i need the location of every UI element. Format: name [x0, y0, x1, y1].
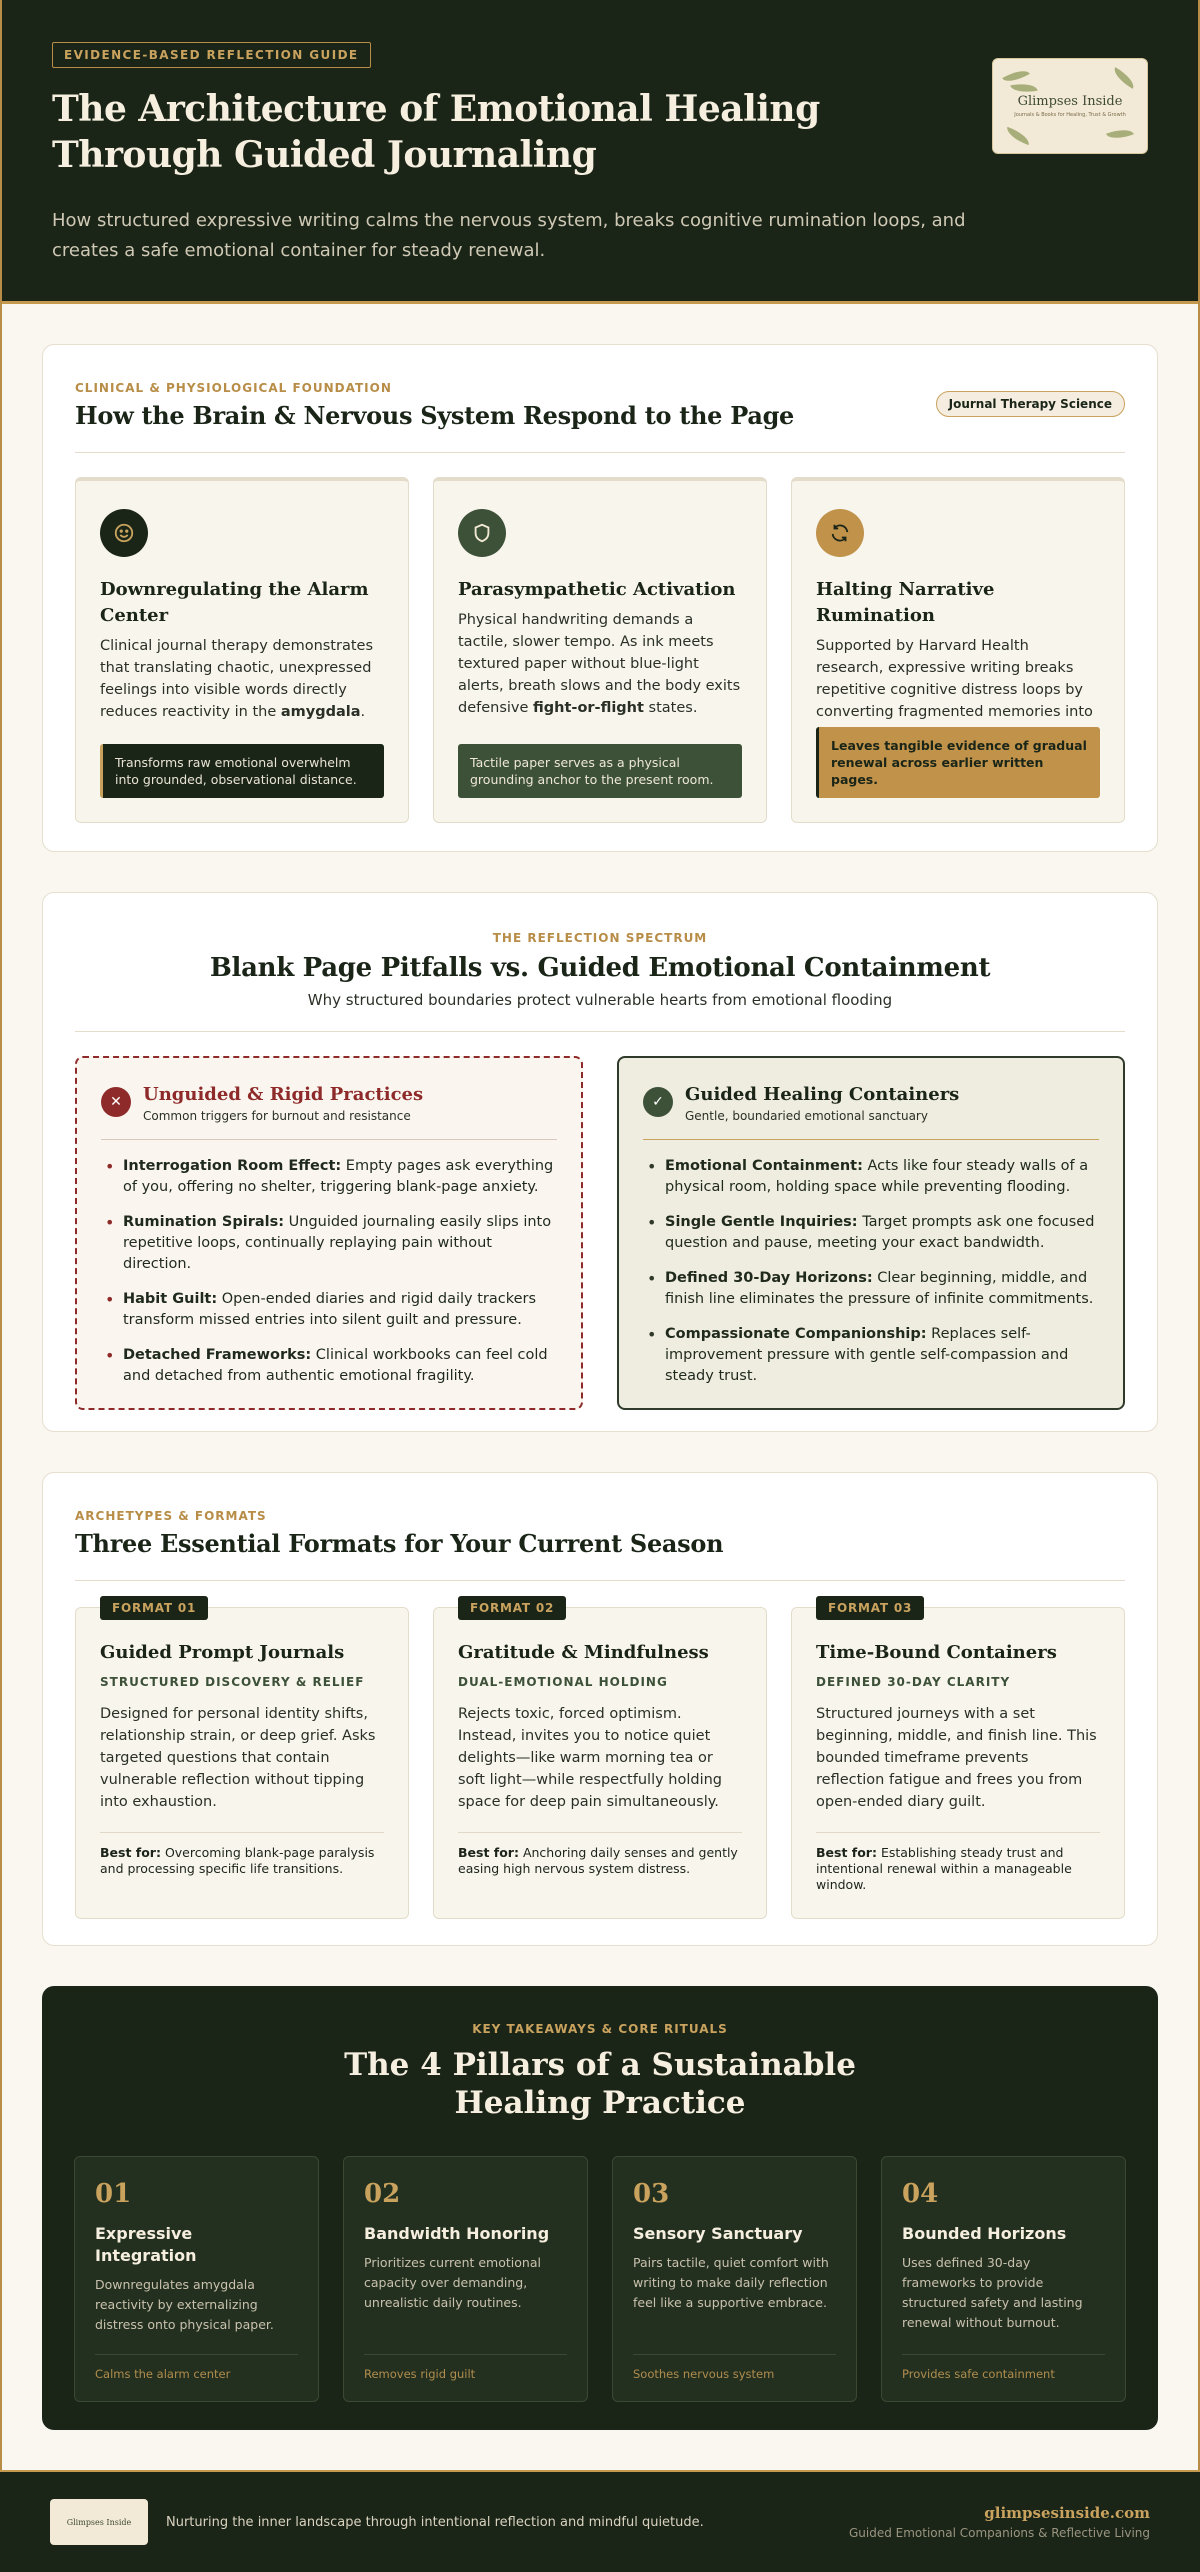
- format-tag: FORMAT 02: [458, 1596, 566, 1620]
- pillar-number: 02: [364, 2179, 401, 2209]
- list-item: • Compassionate Companionship: Replaces self-improvement pressure with gentle self-compassion and steady trust.: [643, 1324, 1099, 1387]
- format-card: [433, 1601, 767, 1919]
- card-body: Supported by Harvard Health research, expressive writing breaks repetitive cognitive distress loops by converting fragmented memories into: [816, 638, 1093, 720]
- format-title: Time-Bound Containers: [816, 1642, 1057, 1663]
- pillar-card: [74, 2156, 319, 2402]
- containers-list: [643, 1156, 1099, 1387]
- section-kicker: CLINICAL & PHYSIOLOGICAL FOUNDATION: [75, 381, 392, 395]
- list-item: • Rumination Spirals: Unguided journaling easily slips into repetitive loops, continually replaying pain without direction.: [101, 1212, 557, 1275]
- pillars-section: [42, 1986, 1158, 2430]
- science-card: [791, 477, 1125, 823]
- check-icon: ✓: [643, 1087, 673, 1117]
- pillar-body: Uses defined 30-day frameworks to provide structured safety and lasting renewal without burnout.: [902, 2255, 1083, 2330]
- containers-panel: [617, 1056, 1125, 1410]
- topic-pill: Journal Therapy Science: [936, 391, 1125, 417]
- pillar-outcome: Calms the alarm center: [95, 2354, 298, 2381]
- section-title: Three Essential Formats for Your Current Season: [75, 1529, 724, 1558]
- format-best-for: Best for: Anchoring daily senses and gently easing high nervous system distress.: [458, 1832, 742, 1877]
- hero-header: [2, 0, 1198, 304]
- card-body: Clinical journal therapy demonstrates that translating chaotic, unexpressed feelings into visible words directly reduces reactivity in the amygdala.: [100, 638, 374, 720]
- format-body: Rejects toxic, forced optimism. Instead, invites you to notice quiet delights—like warm morning tea or soft light—while respectfully holding space for deep pain simultaneously.: [458, 1706, 723, 1810]
- pitfalls-list: [101, 1156, 557, 1387]
- format-tag: FORMAT 03: [816, 1596, 924, 1620]
- footer-subtitle: Guided Emotional Companions & Reflective Living: [848, 2526, 1150, 2540]
- list-item: • Emotional Containment: Acts like four steady walls of a physical room, holding space while preventing flooding.: [643, 1156, 1099, 1198]
- page-title: The Architecture of Emotional Healing Through Guided Journaling: [52, 88, 820, 176]
- pillar-outcome: Soothes nervous system: [633, 2354, 836, 2381]
- smile-icon: [100, 509, 148, 557]
- logo-wordmark: Glimpses Inside: [1017, 94, 1123, 109]
- footer-tagline: Nurturing the inner landscape through intentional reflection and mindful quietude.: [166, 2514, 704, 2530]
- section-title: How the Brain & Nervous System Respond to the Page: [75, 401, 795, 430]
- list-item: • Defined 30-Day Horizons: Clear beginning, middle, and finish line eliminates the pressure of infinite commitments.: [643, 1268, 1099, 1310]
- card-callout: Transforms raw emotional overwhelm into grounded, observational distance.: [100, 744, 384, 798]
- format-card: [791, 1601, 1125, 1919]
- pitfalls-panel: [75, 1056, 583, 1410]
- pillar-outcome: Removes rigid guilt: [364, 2354, 567, 2381]
- card-callout: Tactile paper serves as a physical grounding anchor to the present room.: [458, 744, 742, 798]
- section-subtitle: Why structured boundaries protect vulnerable hearts from emotional flooding: [307, 991, 893, 1009]
- logo-tagline: Journals & Books for Healing, Trust & Growth: [1014, 112, 1126, 118]
- list-item: • Interrogation Room Effect: Empty pages ask everything of you, offering no shelter, triggering blank-page anxiety.: [101, 1156, 557, 1198]
- panel-title: Guided Healing Containers: [685, 1084, 960, 1105]
- divider: [75, 452, 1125, 453]
- panel-subtitle: Gentle, boundaried emotional sanctuary: [685, 1109, 928, 1123]
- list-item: • Habit Guilt: Open-ended diaries and rigid daily trackers transform missed entries into silent guilt and pressure.: [101, 1289, 557, 1331]
- pillar-number: 04: [902, 2179, 939, 2209]
- format-title: Guided Prompt Journals: [100, 1642, 345, 1663]
- formats-section: [42, 1472, 1158, 1946]
- pillar-number: 01: [95, 2179, 132, 2209]
- section-kicker: ARCHETYPES & FORMATS: [75, 1509, 267, 1523]
- divider: [643, 1139, 1099, 1140]
- page-footer: [0, 2470, 1200, 2572]
- pillar-body: Pairs tactile, quiet comfort with writing to make daily reflection feel like a supportive embrace.: [633, 2255, 829, 2310]
- section-kicker: KEY TAKEAWAYS & CORE RITUALS: [472, 2022, 728, 2036]
- pillar-title: Sensory Sanctuary: [633, 2224, 803, 2243]
- format-body: Designed for personal identity shifts, relationship strain, or deep grief. Asks targeted questions that contain vulnerable reflection without tipping into exhaustion.: [100, 1706, 376, 1810]
- shield-icon: [458, 509, 506, 557]
- footer-logo: Glimpses Inside: [50, 2499, 148, 2545]
- divider: [75, 1580, 1125, 1581]
- pillar-title: Bounded Horizons: [902, 2224, 1067, 2243]
- format-kicker: STRUCTURED DISCOVERY & RELIEF: [100, 1675, 365, 1689]
- format-tag: FORMAT 01: [100, 1596, 208, 1620]
- panel-subtitle: Common triggers for burnout and resistance: [143, 1109, 411, 1123]
- hero-subtitle: How structured expressive writing calms the nervous system, breaks cognitive rumination loops, and creates a safe emotional container for steady renewal.: [52, 210, 966, 261]
- science-card: [75, 477, 409, 823]
- panel-title: Unguided & Rigid Practices: [143, 1084, 424, 1105]
- pillar-body: Prioritizes current emotional capacity over demanding, unrealistic daily routines.: [364, 2255, 541, 2310]
- format-kicker: DUAL-EMOTIONAL HOLDING: [458, 1675, 668, 1689]
- format-best-for: Best for: Overcoming blank-page paralysis and processing specific life transitions.: [100, 1832, 384, 1877]
- close-icon: ✕: [101, 1087, 131, 1117]
- science-card: [433, 477, 767, 823]
- format-card: [75, 1601, 409, 1919]
- footer-site-link[interactable]: glimpsesinside.com: [984, 2504, 1150, 2522]
- brand-logo: [992, 58, 1148, 154]
- format-title: Gratitude & Mindfulness: [458, 1642, 709, 1663]
- hero-tag: EVIDENCE-BASED REFLECTION GUIDE: [52, 42, 371, 68]
- section-kicker: THE REFLECTION SPECTRUM: [492, 931, 708, 945]
- pillar-title: Bandwidth Honoring: [364, 2224, 550, 2243]
- section-title: Blank Page Pitfalls vs. Guided Emotional Containment: [209, 953, 991, 983]
- foundation-section: [42, 344, 1158, 852]
- list-item: • Detached Frameworks: Clinical workbooks can feel cold and detached from authentic emotional fragility.: [101, 1345, 557, 1387]
- format-best-for: Best for: Establishing steady trust and intentional renewal within a manageable window.: [816, 1832, 1100, 1893]
- card-callout: Leaves tangible evidence of gradual renewal across earlier written pages.: [816, 727, 1100, 798]
- spectrum-section: [42, 892, 1158, 1432]
- list-item: • Single Gentle Inquiries: Target prompts ask one focused question and pause, meeting your exact bandwidth.: [643, 1212, 1099, 1254]
- format-kicker: DEFINED 30-DAY CLARITY: [816, 1675, 1011, 1689]
- pillar-body: Downregulates amygdala reactivity by externalizing distress onto physical paper.: [95, 2277, 274, 2332]
- pillar-outcome: Provides safe containment: [902, 2354, 1105, 2381]
- pillar-card: [881, 2156, 1126, 2402]
- divider: [75, 1031, 1125, 1032]
- pillar-number: 03: [633, 2179, 670, 2209]
- card-title: Halting Narrative Rumination: [816, 579, 995, 626]
- pillar-card: [612, 2156, 857, 2402]
- card-title: Downregulating the Alarm Center: [100, 579, 369, 626]
- format-body: Structured journeys with a set beginning, middle, and finish line. This bounded timeframe prevents reflection fatigue and frees you from open-ended diary guilt.: [816, 1706, 1097, 1810]
- pillar-title: Expressive Integration: [95, 2224, 197, 2265]
- card-body: Physical handwriting demands a tactile, slower tempo. As ink meets textured paper without blue-light alerts, breath slows and the body exits defensive fight-or-flight states.: [458, 612, 741, 716]
- section-title: The 4 Pillars of a Sustainable Healing Practice: [344, 2047, 856, 2121]
- pillar-card: [343, 2156, 588, 2402]
- refresh-icon: [816, 509, 864, 557]
- divider: [101, 1139, 557, 1140]
- card-title: Parasympathetic Activation: [458, 579, 736, 600]
